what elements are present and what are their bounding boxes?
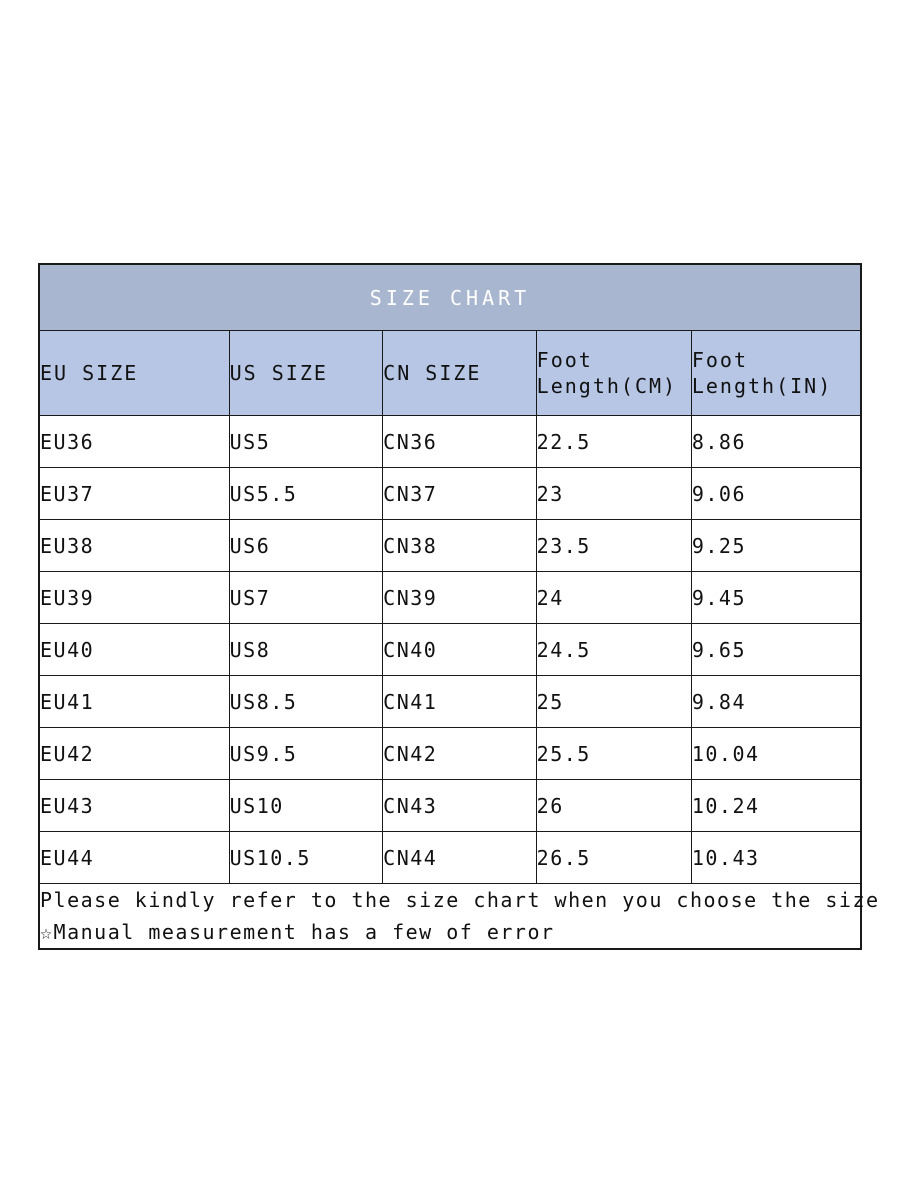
- cell-foot-length-cm: 23.5: [536, 520, 691, 572]
- column-header-line: CN SIZE: [383, 361, 482, 385]
- cell-us-size: US8: [229, 624, 383, 676]
- cell-foot-length-in: 9.45: [691, 572, 860, 624]
- column-header-line: Foot: [536, 348, 593, 372]
- table-row: [40, 468, 861, 520]
- cell-foot-length-cm: 26.5: [536, 832, 691, 884]
- cell-foot-length-in: 10.04: [691, 728, 860, 780]
- column-header-foot-length-in: [691, 331, 860, 416]
- table-row: [40, 728, 861, 780]
- cell-foot-length-in: 9.06: [691, 468, 860, 520]
- column-header-line: Foot: [691, 348, 748, 372]
- column-header-line: Length(IN): [691, 374, 833, 398]
- cell-eu-size: EU38: [40, 520, 230, 572]
- table-row: [40, 520, 861, 572]
- column-header-line: Length(CM): [536, 374, 678, 398]
- size-chart-note: [40, 884, 880, 949]
- size-chart-container: [38, 263, 880, 950]
- cell-us-size: US5.5: [229, 468, 383, 520]
- cell-us-size: US6: [229, 520, 383, 572]
- cell-eu-size: EU43: [40, 780, 230, 832]
- cell-eu-size: EU36: [40, 416, 230, 468]
- table-header-row: [40, 331, 861, 416]
- column-header-eu-size: [40, 331, 230, 416]
- cell-us-size: US7: [229, 572, 383, 624]
- cell-foot-length-cm: 25: [536, 676, 691, 728]
- cell-eu-size: EU39: [40, 572, 230, 624]
- table-row: [40, 416, 861, 468]
- cell-foot-length-cm: 26: [536, 780, 691, 832]
- size-chart-table: [39, 264, 880, 949]
- cell-eu-size: EU40: [40, 624, 230, 676]
- table-title-row: [40, 265, 861, 331]
- note-line-refer: Please kindly refer to the size chart when you choose the size: [40, 888, 880, 912]
- cell-foot-length-in: 9.25: [691, 520, 860, 572]
- note-line-measurement: ☆Manual measurement has a few of error: [40, 920, 555, 944]
- cell-foot-length-in: 10.43: [691, 832, 860, 884]
- cell-foot-length-cm: 25.5: [536, 728, 691, 780]
- table-row: [40, 676, 861, 728]
- cell-eu-size: EU42: [40, 728, 230, 780]
- cell-us-size: US10: [229, 780, 383, 832]
- cell-cn-size: CN40: [383, 624, 537, 676]
- column-header-cn-size: [383, 331, 537, 416]
- table-row: [40, 572, 861, 624]
- column-header-line: US SIZE: [229, 361, 328, 385]
- cell-cn-size: CN43: [383, 780, 537, 832]
- cell-eu-size: EU41: [40, 676, 230, 728]
- cell-cn-size: CN38: [383, 520, 537, 572]
- table-row: [40, 832, 861, 884]
- cell-cn-size: CN36: [383, 416, 537, 468]
- cell-us-size: US10.5: [229, 832, 383, 884]
- column-header-foot-length-cm: [536, 331, 691, 416]
- cell-foot-length-cm: 24: [536, 572, 691, 624]
- cell-us-size: US5: [229, 416, 383, 468]
- cell-cn-size: CN37: [383, 468, 537, 520]
- cell-us-size: US9.5: [229, 728, 383, 780]
- cell-foot-length-in: 8.86: [691, 416, 860, 468]
- cell-foot-length-cm: 22.5: [536, 416, 691, 468]
- cell-cn-size: CN44: [383, 832, 537, 884]
- column-header-us-size: [229, 331, 383, 416]
- cell-foot-length-cm: 23: [536, 468, 691, 520]
- size-chart-title: SIZE CHART: [40, 265, 861, 331]
- cell-foot-length-in: 9.65: [691, 624, 860, 676]
- cell-foot-length-in: 10.24: [691, 780, 860, 832]
- cell-cn-size: CN42: [383, 728, 537, 780]
- cell-cn-size: CN39: [383, 572, 537, 624]
- cell-us-size: US8.5: [229, 676, 383, 728]
- column-header-line: EU SIZE: [40, 361, 139, 385]
- cell-foot-length-in: 9.84: [691, 676, 860, 728]
- table-row: [40, 624, 861, 676]
- cell-foot-length-cm: 24.5: [536, 624, 691, 676]
- table-note-row: [40, 884, 861, 949]
- cell-eu-size: EU37: [40, 468, 230, 520]
- cell-eu-size: EU44: [40, 832, 230, 884]
- table-row: [40, 780, 861, 832]
- cell-cn-size: CN41: [383, 676, 537, 728]
